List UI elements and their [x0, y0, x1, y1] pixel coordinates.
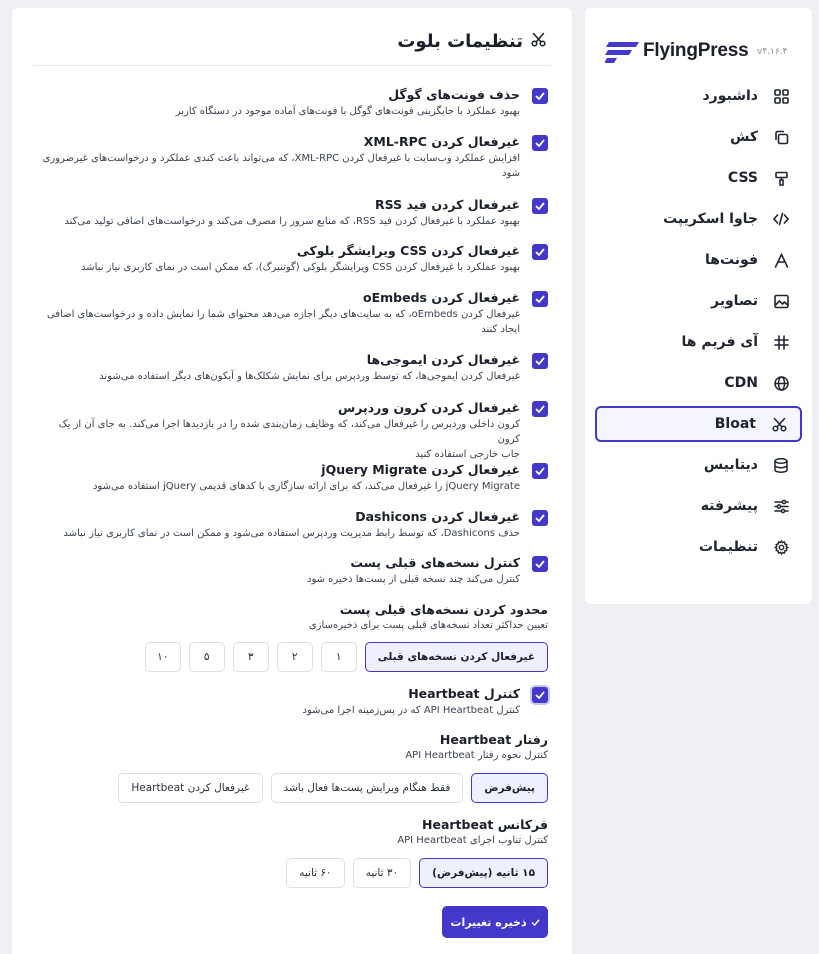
scissors-icon — [766, 411, 792, 437]
option-disable-emojis — [36, 351, 548, 384]
option-title: کنترل نسخه‌های قبلی پست — [350, 555, 520, 570]
sidebar-item-cdn[interactable] — [595, 365, 802, 401]
option-description: jQuery Migrate را غیرفعال می‌کند، که برای ارائه سازگاری با کدهای قدیمی jQuery استفاده می‌شود — [92, 481, 520, 492]
option-disable-jquery-migrate — [36, 461, 548, 494]
heartbeat-behavior-default[interactable]: پیش‌فرض — [471, 773, 548, 803]
option-disable-dashicons — [36, 508, 548, 541]
option-checkbox[interactable] — [532, 198, 548, 214]
option-title: غیرفعال کردن jQuery Migrate — [321, 462, 520, 477]
globe-icon — [768, 370, 794, 396]
revisions-limit-group — [36, 601, 548, 633]
option-disable-xml-rpc — [36, 133, 548, 181]
dashboard-grid-icon — [768, 83, 794, 109]
option-title: غیرفعال کردن CSS ویرایشگر بلوکی — [296, 243, 520, 258]
revisions-option-2[interactable]: ۲ — [277, 642, 313, 672]
gear-icon — [768, 534, 794, 560]
scissors-icon — [531, 32, 546, 51]
option-title: غیرفعال کردن ایموجی‌ها — [366, 352, 520, 367]
sidebar-item-cache[interactable] — [595, 119, 802, 155]
flyingpress-logo-icon — [605, 41, 639, 63]
main-panel — [12, 8, 572, 954]
header-divider — [34, 65, 550, 66]
save-changes-label: ذخیره تغییرات — [450, 915, 527, 929]
option-checkbox[interactable] — [532, 88, 548, 104]
option-checkbox[interactable] — [532, 291, 548, 307]
brand-version: v۴.۱۶.۴ — [757, 47, 788, 57]
heartbeat-frequency-30s[interactable]: ۳۰ ثانیه — [353, 858, 411, 888]
sidebar-item-label: کش — [730, 129, 758, 145]
revisions-option-disable[interactable]: غیرفعال کردن نسخه‌های قبلی — [365, 642, 548, 672]
option-checkbox[interactable] — [532, 687, 548, 703]
copy-pages-icon — [768, 124, 794, 150]
sidebar-item-settings[interactable] — [595, 529, 802, 565]
revisions-limit-description: تعیین حداکثر تعداد نسخه‌های قبلی پست برای ذخیره‌سازی — [308, 620, 548, 631]
code-brackets-icon — [768, 206, 794, 232]
option-checkbox[interactable] — [532, 353, 548, 369]
image-icon — [768, 288, 794, 314]
heartbeat-frequency-group — [36, 816, 548, 848]
sidebar-item-css[interactable] — [595, 160, 802, 196]
sidebar-item-dashboard[interactable] — [595, 78, 802, 114]
sidebar-item-label: جاوا اسکریپت — [663, 211, 758, 227]
brand-name: FlyingPress — [643, 40, 749, 61]
option-title: غیرفعال کردن Dashicons — [355, 509, 520, 524]
option-post-revisions-control — [36, 554, 548, 587]
sidebar-item-label: فونت‌ها — [705, 252, 758, 268]
heartbeat-behavior-group — [36, 731, 548, 763]
sidebar-item-label: تنظیمات — [698, 539, 758, 555]
option-title: کنترل Heartbeat — [408, 686, 520, 701]
sidebar-item-images[interactable] — [595, 283, 802, 319]
check-icon — [535, 691, 545, 699]
heartbeat-frequency-60s[interactable]: ۶۰ ثانیه — [286, 858, 344, 888]
revisions-option-1[interactable]: ۱ — [321, 642, 357, 672]
heartbeat-behavior-disable[interactable]: غیرفعال کردن Heartbeat — [118, 773, 262, 803]
option-description: بهبود عملکرد با غیرفعال کردن CSS ویرایشگر بلوکی (گوتنبرگ)، که ممکن است در نمای کاربری نیاز نباشد — [81, 262, 520, 273]
option-disable-wp-cron — [36, 399, 548, 462]
heartbeat-frequency-options — [286, 858, 548, 888]
heartbeat-behavior-edit-only[interactable]: فقط هنگام ویرایش پست‌ها فعال باشد — [271, 773, 464, 803]
option-disable-oembeds — [36, 289, 548, 337]
option-checkbox[interactable] — [532, 244, 548, 260]
check-icon — [535, 295, 545, 303]
option-title: غیرفعال کردن XML-RPC — [363, 134, 520, 149]
hash-frame-icon — [768, 329, 794, 355]
sidebar-item-label: دیتابیس — [703, 457, 758, 473]
option-description: بهبود عملکرد با جایگزینی فونت‌های گوگل با فونت‌های آماده موجود در دستگاه کاربر — [175, 106, 520, 117]
option-disable-block-css — [36, 242, 548, 275]
option-checkbox[interactable] — [532, 401, 548, 417]
sidebar-item-fonts[interactable] — [595, 242, 802, 278]
database-icon — [768, 452, 794, 478]
option-checkbox[interactable] — [532, 463, 548, 479]
option-description: افزایش عملکرد وب‌سایت با غیرفعال کردن XML-RPC، که می‌تواند باعث کندی عملکرد و درخواست‌های غیرضروری شود — [42, 153, 520, 179]
sidebar-item-label: داشبورد — [702, 88, 758, 104]
sliders-icon — [768, 493, 794, 519]
sidebar — [585, 8, 812, 604]
page-header — [397, 26, 546, 56]
option-title: غیرفعال کردن oEmbeds — [363, 290, 520, 305]
option-description: بهبود عملکرد با غیرفعال کردن فید RSS، که منابع سرور را مصرف می‌کند و درخواست‌های اضافی تولید می‌کند — [64, 216, 520, 227]
revisions-option-3[interactable]: ۳ — [233, 642, 269, 672]
heartbeat-behavior-description: کنترل نحوه رفتار API Heartbeat — [405, 750, 548, 761]
check-icon — [535, 92, 545, 100]
heartbeat-frequency-description: کنترل تناوب اجرای API Heartbeat — [397, 835, 548, 846]
check-icon — [535, 202, 545, 210]
sidebar-item-label: Bloat — [714, 416, 756, 432]
page-title: تنظیمات بلوت — [397, 30, 523, 52]
sidebar-nav — [595, 78, 802, 570]
check-icon — [531, 919, 540, 926]
paint-brush-icon — [768, 165, 794, 191]
option-checkbox[interactable] — [532, 510, 548, 526]
sidebar-item-javascript[interactable] — [595, 201, 802, 237]
sidebar-item-advanced[interactable] — [595, 488, 802, 524]
option-description: غیرفعال کردن oEmbeds، که به سایت‌های دیگر اجازه می‌دهد محتوای شما را نمایش داده و درخواست‌های اضافی ایجاد کنند — [46, 309, 520, 335]
option-description: کنترل API Heartbeat که در پس‌زمینه اجرا می‌شود — [302, 705, 520, 716]
brand[interactable] — [605, 39, 800, 67]
option-disable-rss-feed — [36, 196, 548, 229]
option-description: کرون داخلی وردپرس را غیرفعال می‌کند، که وظایف زمان‌بندی شده را در بازدیدها اجرا می‌کند. به جای آن از یک کرون جاب خارجی استفاده کنید — [58, 419, 520, 460]
option-description: غیرفعال کردن ایموجی‌ها، که توسط وردپرس برای نمایش شکلک‌ها و آیکون‌های دیگر استفاده می‌شوند — [99, 371, 520, 382]
check-icon — [535, 514, 545, 522]
revisions-limit-title: محدود کردن نسخه‌های قبلی پست — [339, 602, 548, 617]
save-changes-button[interactable] — [442, 906, 548, 938]
heartbeat-behavior-title: رفتار Heartbeat — [439, 732, 548, 747]
check-icon — [535, 139, 545, 147]
revisions-limit-options — [145, 642, 548, 672]
check-icon — [535, 248, 545, 256]
check-icon — [535, 405, 545, 413]
sidebar-item-label: آی فریم ها — [681, 334, 758, 350]
sidebar-item-bloat[interactable] — [595, 406, 802, 442]
check-icon — [535, 467, 545, 475]
font-letter-icon — [768, 247, 794, 273]
revisions-option-10[interactable]: ۱۰ — [145, 642, 181, 672]
option-title: غیرفعال کردن کرون وردپرس — [338, 400, 520, 415]
sidebar-item-iframes[interactable] — [595, 324, 802, 360]
heartbeat-behavior-options — [118, 773, 548, 803]
option-checkbox[interactable] — [532, 135, 548, 151]
sidebar-item-database[interactable] — [595, 447, 802, 483]
option-title: غیرفعال کردن فید RSS — [375, 197, 520, 212]
option-remove-google-fonts — [36, 86, 548, 119]
sidebar-item-label: CSS — [727, 170, 758, 186]
option-heartbeat-control — [36, 685, 548, 718]
heartbeat-frequency-15s[interactable]: ۱۵ ثانیه (پیش‌فرض) — [419, 858, 548, 888]
sidebar-item-label: پیشرفته — [700, 498, 758, 514]
heartbeat-frequency-title: فرکانس Heartbeat — [422, 817, 548, 832]
sidebar-item-label: CDN — [724, 375, 758, 391]
sidebar-item-label: تصاویر — [711, 293, 758, 309]
check-icon — [535, 357, 545, 365]
revisions-option-5[interactable]: ۵ — [189, 642, 225, 672]
check-icon — [535, 560, 545, 568]
option-description: حذف Dashicons، که توسط رابط مدیریت وردپرس استفاده می‌شود و ممکن است در نمای کاربری نیاز نباشد — [63, 528, 520, 539]
option-checkbox[interactable] — [532, 556, 548, 572]
option-description: کنترل می‌کند چند نسخه قبلی از پست‌ها ذخیره شود — [307, 574, 520, 585]
option-title: حذف فونت‌های گوگل — [388, 87, 520, 102]
